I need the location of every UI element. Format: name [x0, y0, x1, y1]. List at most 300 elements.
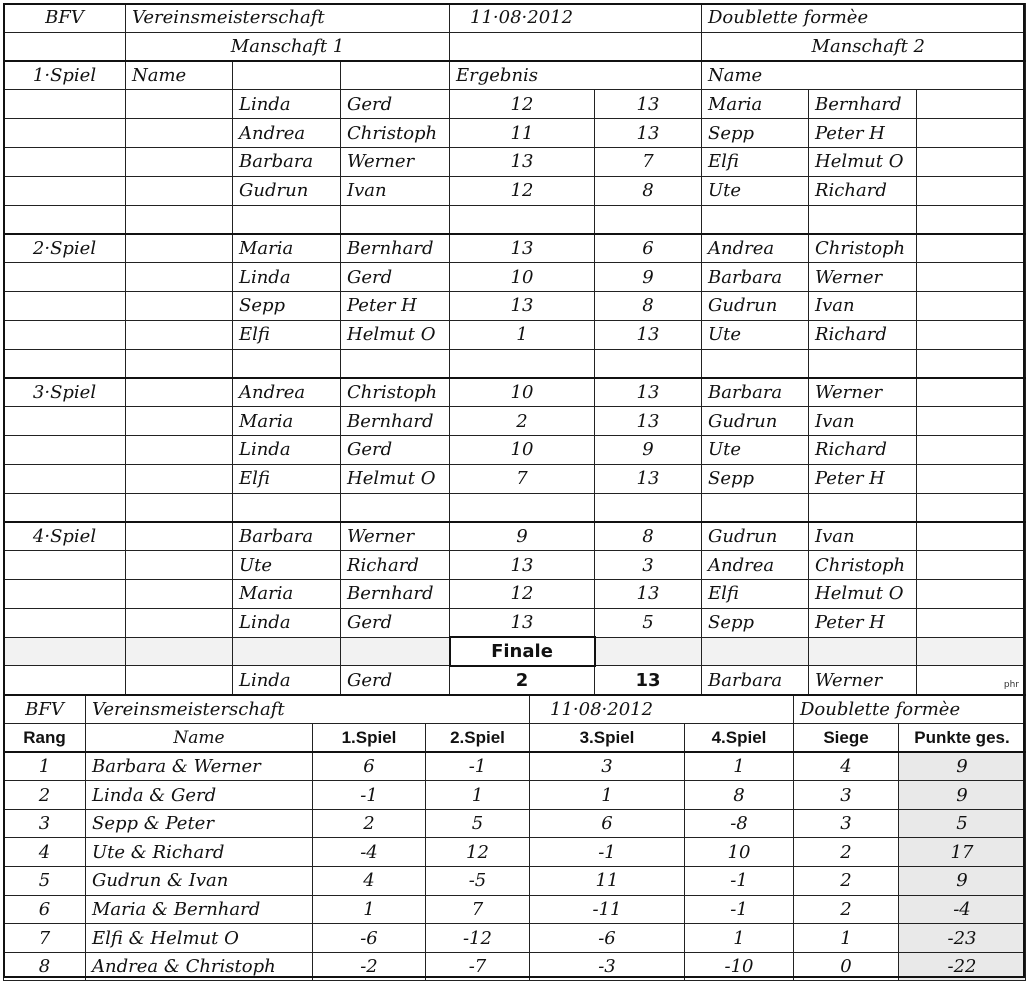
blank-cell: [4, 176, 126, 205]
blank-cell: [450, 205, 595, 234]
blank-cell: [702, 493, 809, 522]
blank-cell: [126, 435, 233, 464]
blank-cell: [4, 407, 126, 436]
team2-player1: Sepp: [702, 608, 809, 637]
game1-cell: 2: [313, 809, 426, 838]
blank-cell: [126, 407, 233, 436]
blank-cell: [233, 61, 341, 90]
match-row: [4, 119, 1026, 148]
round-label: 4·Spiel: [4, 522, 126, 551]
team1-score: 10: [450, 263, 595, 292]
team2-player1: Sepp: [702, 464, 809, 493]
team2-player1: Gudrun: [702, 522, 809, 551]
team1-player2: Helmut O: [341, 464, 450, 493]
game3-cell: 11: [530, 867, 685, 896]
team1-player1: Linda: [233, 263, 341, 292]
blank-cell: [233, 349, 341, 378]
team2-player2: Christoph: [809, 551, 917, 580]
team2-score: 13: [595, 407, 702, 436]
team1-player2: Werner: [341, 522, 450, 551]
blank-cell: [595, 205, 702, 234]
team1-score: 10: [450, 378, 595, 407]
team1-player1: Barbara: [233, 147, 341, 176]
game4-cell: 1: [685, 752, 794, 781]
team1-player1: Gudrun: [233, 176, 341, 205]
team1-player1: Ute: [233, 551, 341, 580]
team2-player1: Elfi: [702, 579, 809, 608]
team2-player2: Bernhard: [809, 90, 917, 119]
blank-cell: [126, 666, 233, 695]
blank-cell: [126, 551, 233, 580]
team1-player2: Bernhard: [341, 407, 450, 436]
result-header: Ergebnis: [450, 61, 702, 90]
match-row: [4, 579, 1026, 608]
finale-team1-score: 2: [450, 666, 595, 695]
col-points: Punkte ges.: [899, 724, 1026, 753]
team1-player1: Maria: [233, 579, 341, 608]
blank-cell: [126, 176, 233, 205]
ranking-org-label: BFV: [4, 695, 86, 724]
blank-cell: [4, 90, 126, 119]
team2-score: 13: [595, 119, 702, 148]
rank-cell: 8: [4, 952, 86, 981]
team2-player1: Barbara: [702, 263, 809, 292]
blank-cell: [341, 637, 450, 666]
team2-player2: Peter H: [809, 464, 917, 493]
blank-cell: [917, 90, 1026, 119]
rank-cell: 7: [4, 924, 86, 953]
team1-score: 12: [450, 579, 595, 608]
blank-cell: [341, 493, 450, 522]
match-row: [4, 320, 1026, 349]
round-label: 1·Spiel: [4, 61, 126, 90]
team1-player2: Gerd: [341, 263, 450, 292]
points-cell: 5: [899, 809, 1026, 838]
wins-cell: 1: [794, 924, 899, 953]
blank-cell: [4, 551, 126, 580]
blank-cell: [595, 493, 702, 522]
match-row: [4, 234, 1026, 263]
team1-player1: Elfi: [233, 320, 341, 349]
spacer-row: [4, 349, 1026, 378]
team1-player2: Christoph: [341, 119, 450, 148]
blank-cell: [450, 32, 702, 61]
spacer-row: [4, 205, 1026, 234]
signature-initials: phr: [1003, 680, 1020, 691]
blank-cell: [126, 378, 233, 407]
team1-player2: Werner: [341, 147, 450, 176]
blank-cell: [233, 493, 341, 522]
blank-cell: [917, 637, 1026, 666]
ranking-row: [4, 781, 1026, 810]
team2-player1: Ute: [702, 176, 809, 205]
rank-cell: 1: [4, 752, 86, 781]
blank-cell: [809, 637, 917, 666]
team2-player2: Richard: [809, 176, 917, 205]
team-name-cell: Elfi & Helmut O: [86, 924, 313, 953]
blank-cell: [4, 263, 126, 292]
game3-cell: -11: [530, 895, 685, 924]
team-name-cell: Ute & Richard: [86, 838, 313, 867]
points-cell: 9: [899, 867, 1026, 896]
points-cell: 17: [899, 838, 1026, 867]
game1-cell: -4: [313, 838, 426, 867]
team1-player2: Gerd: [341, 90, 450, 119]
team2-player2: Christoph: [809, 234, 917, 263]
blank-cell: [917, 551, 1026, 580]
points-cell: 9: [899, 752, 1026, 781]
blank-cell: [4, 349, 126, 378]
team1-player2: Richard: [341, 551, 450, 580]
team2-player1: Ute: [702, 320, 809, 349]
blank-cell: [917, 320, 1026, 349]
team1-score: 1: [450, 320, 595, 349]
finale-label-row: [4, 637, 1026, 666]
team1-score: 13: [450, 551, 595, 580]
team2-player2: Ivan: [809, 407, 917, 436]
signature-cell: [917, 666, 1026, 695]
blank-cell: [4, 147, 126, 176]
wins-cell: 2: [794, 867, 899, 896]
game1-cell: -1: [313, 781, 426, 810]
match-row: [4, 263, 1026, 292]
team-name-cell: Barbara & Werner: [86, 752, 313, 781]
team1-score: 13: [450, 234, 595, 263]
blank-cell: [126, 263, 233, 292]
game3-cell: -1: [530, 838, 685, 867]
wins-cell: 0: [794, 952, 899, 981]
blank-cell: [450, 493, 595, 522]
team2-score: 13: [595, 464, 702, 493]
blank-cell: [4, 493, 126, 522]
match-row: [4, 464, 1026, 493]
round-label: 3·Spiel: [4, 378, 126, 407]
team1-score: 11: [450, 119, 595, 148]
team2-player1: Elfi: [702, 147, 809, 176]
team-name-cell: Linda & Gerd: [86, 781, 313, 810]
game4-cell: 8: [685, 781, 794, 810]
col-game2: 2.Spiel: [426, 724, 530, 753]
event-format: Doublette formèe: [702, 4, 1026, 33]
game3-cell: 6: [530, 809, 685, 838]
blank-cell: [917, 234, 1026, 263]
ranking-table: [3, 694, 1026, 981]
team2-player2: Richard: [809, 320, 917, 349]
team1-player1: Sepp: [233, 291, 341, 320]
finale-team2-player2: Werner: [809, 666, 917, 695]
blank-cell: [917, 205, 1026, 234]
finale-row: [4, 666, 1026, 695]
blank-cell: [233, 637, 341, 666]
team2-score: 13: [595, 579, 702, 608]
ranking-row: [4, 895, 1026, 924]
points-cell: -4: [899, 895, 1026, 924]
wins-cell: 2: [794, 895, 899, 924]
blank-cell: [4, 320, 126, 349]
ranking-event-format: Doublette formèe: [794, 695, 1026, 724]
team1-player1: Maria: [233, 234, 341, 263]
match-row: [4, 407, 1026, 436]
team1-score: 12: [450, 90, 595, 119]
event-title: Vereinsmeisterschaft: [126, 4, 450, 33]
name-header: Name: [702, 61, 1026, 90]
blank-cell: [341, 205, 450, 234]
match-row: [4, 435, 1026, 464]
blank-cell: [917, 147, 1026, 176]
team2-player1: Barbara: [702, 378, 809, 407]
team1-player1: Elfi: [233, 464, 341, 493]
blank-cell: [917, 407, 1026, 436]
rank-cell: 3: [4, 809, 86, 838]
ranking-row: [4, 752, 1026, 781]
finale-team1-player2: Gerd: [341, 666, 450, 695]
game2-cell: -7: [426, 952, 530, 981]
finale-team2-score: 13: [595, 666, 702, 695]
blank-cell: [126, 349, 233, 378]
blank-cell: [126, 90, 233, 119]
game2-cell: 12: [426, 838, 530, 867]
team1-player1: Linda: [233, 435, 341, 464]
game3-cell: 3: [530, 752, 685, 781]
team1-score: 13: [450, 147, 595, 176]
blank-cell: [4, 608, 126, 637]
team2-player1: Andrea: [702, 551, 809, 580]
team1-player1: Maria: [233, 407, 341, 436]
blank-cell: [809, 493, 917, 522]
rank-cell: 4: [4, 838, 86, 867]
game3-cell: 1: [530, 781, 685, 810]
blank-cell: [4, 32, 126, 61]
game1-cell: -2: [313, 952, 426, 981]
rank-cell: 6: [4, 895, 86, 924]
blank-cell: [126, 234, 233, 263]
team1-score: 13: [450, 608, 595, 637]
team2-player2: Ivan: [809, 291, 917, 320]
ranking-row: [4, 867, 1026, 896]
team1-player1: Andrea: [233, 119, 341, 148]
blank-cell: [450, 349, 595, 378]
blank-cell: [126, 522, 233, 551]
team2-player2: Ivan: [809, 522, 917, 551]
match-row: [4, 176, 1026, 205]
event-date: 11·08·2012: [450, 4, 702, 33]
team1-player2: Helmut O: [341, 320, 450, 349]
team1-player1: Barbara: [233, 522, 341, 551]
blank-cell: [4, 205, 126, 234]
team-name-cell: Maria & Bernhard: [86, 895, 313, 924]
blank-cell: [4, 666, 126, 695]
blank-cell: [917, 378, 1026, 407]
team2-score: 9: [595, 263, 702, 292]
score-sheet: [3, 3, 1025, 978]
game2-cell: -1: [426, 752, 530, 781]
col-wins: Siege: [794, 724, 899, 753]
team2-player2: Peter H: [809, 119, 917, 148]
team2-player2: Helmut O: [809, 147, 917, 176]
team1-player2: Bernhard: [341, 234, 450, 263]
team2-score: 13: [595, 320, 702, 349]
team2-player1: Gudrun: [702, 407, 809, 436]
team1-player1: Linda: [233, 608, 341, 637]
match-row: [4, 378, 1026, 407]
blank-cell: [4, 291, 126, 320]
game4-cell: 1: [685, 924, 794, 953]
points-cell: -22: [899, 952, 1026, 981]
team2-player1: Maria: [702, 90, 809, 119]
blank-cell: [126, 320, 233, 349]
blank-cell: [917, 493, 1026, 522]
blank-cell: [917, 608, 1026, 637]
team2-player2: Helmut O: [809, 579, 917, 608]
ranking-row: [4, 924, 1026, 953]
blank-cell: [595, 349, 702, 378]
game2-cell: 1: [426, 781, 530, 810]
team2-player1: Sepp: [702, 119, 809, 148]
game2-cell: -5: [426, 867, 530, 896]
match-table: [3, 3, 1026, 695]
ranking-event-date: 11·08·2012: [530, 695, 794, 724]
wins-cell: 2: [794, 838, 899, 867]
match-row: [4, 291, 1026, 320]
match-row: [4, 147, 1026, 176]
blank-cell: [917, 522, 1026, 551]
blank-cell: [4, 579, 126, 608]
team2-score: 8: [595, 291, 702, 320]
blank-cell: [4, 464, 126, 493]
game2-cell: 7: [426, 895, 530, 924]
finale-team1-player1: Linda: [233, 666, 341, 695]
blank-cell: [809, 205, 917, 234]
blank-cell: [917, 119, 1026, 148]
blank-cell: [341, 349, 450, 378]
blank-cell: [917, 464, 1026, 493]
match-row: [4, 551, 1026, 580]
team1-player2: Peter H: [341, 291, 450, 320]
blank-cell: [126, 205, 233, 234]
team-name-cell: Sepp & Peter: [86, 809, 313, 838]
blank-cell: [126, 464, 233, 493]
ranking-event-title: Vereinsmeisterschaft: [86, 695, 530, 724]
team1-score: 2: [450, 407, 595, 436]
game1-cell: 6: [313, 752, 426, 781]
team2-score: 8: [595, 522, 702, 551]
team1-player1: Andrea: [233, 378, 341, 407]
match-row: [4, 90, 1026, 119]
ranking-row: [4, 838, 1026, 867]
rank-cell: 5: [4, 867, 86, 896]
finale-label: Finale: [450, 637, 595, 666]
team2-player1: Gudrun: [702, 291, 809, 320]
team2-score: 13: [595, 90, 702, 119]
name-header: Name: [126, 61, 233, 90]
team2-player2: Peter H: [809, 608, 917, 637]
team1-score: 13: [450, 291, 595, 320]
team2-player1: Andrea: [702, 234, 809, 263]
col-game4: 4.Spiel: [685, 724, 794, 753]
blank-cell: [917, 263, 1026, 292]
blank-cell: [917, 349, 1026, 378]
game4-cell: -1: [685, 867, 794, 896]
blank-cell: [4, 435, 126, 464]
blank-cell: [917, 176, 1026, 205]
rank-cell: 2: [4, 781, 86, 810]
blank-cell: [126, 637, 233, 666]
points-cell: 9: [899, 781, 1026, 810]
round-label: 2·Spiel: [4, 234, 126, 263]
game1-cell: -6: [313, 924, 426, 953]
team2-player2: Richard: [809, 435, 917, 464]
team1-label: Manschaft 1: [126, 32, 450, 61]
game2-cell: 5: [426, 809, 530, 838]
blank-cell: [917, 579, 1026, 608]
blank-cell: [126, 119, 233, 148]
ranking-row: [4, 952, 1026, 981]
game4-cell: 10: [685, 838, 794, 867]
team2-score: 7: [595, 147, 702, 176]
ranking-row: [4, 809, 1026, 838]
team1-player2: Gerd: [341, 608, 450, 637]
game1-cell: 1: [313, 895, 426, 924]
spacer-row: [4, 493, 1026, 522]
wins-cell: 3: [794, 781, 899, 810]
blank-cell: [126, 147, 233, 176]
blank-cell: [341, 61, 450, 90]
team2-score: 3: [595, 551, 702, 580]
match-row: [4, 522, 1026, 551]
team1-score: 12: [450, 176, 595, 205]
finale-team2-player1: Barbara: [702, 666, 809, 695]
blank-cell: [809, 349, 917, 378]
blank-cell: [4, 637, 126, 666]
team2-score: 8: [595, 176, 702, 205]
team1-player2: Christoph: [341, 378, 450, 407]
col-name: Name: [86, 724, 313, 753]
match-row: [4, 608, 1026, 637]
blank-cell: [4, 119, 126, 148]
blank-cell: [917, 435, 1026, 464]
org-label: BFV: [4, 4, 126, 33]
blank-cell: [126, 579, 233, 608]
team1-player2: Gerd: [341, 435, 450, 464]
game4-cell: -8: [685, 809, 794, 838]
team2-score: 5: [595, 608, 702, 637]
team1-score: 7: [450, 464, 595, 493]
blank-cell: [595, 637, 702, 666]
blank-cell: [126, 608, 233, 637]
blank-cell: [702, 637, 809, 666]
team1-score: 9: [450, 522, 595, 551]
team1-player2: Bernhard: [341, 579, 450, 608]
team2-player2: Werner: [809, 263, 917, 292]
game2-cell: -12: [426, 924, 530, 953]
team2-player1: Ute: [702, 435, 809, 464]
team2-score: 6: [595, 234, 702, 263]
team2-score: 13: [595, 378, 702, 407]
team1-player1: Linda: [233, 90, 341, 119]
team-name-cell: Gudrun & Ivan: [86, 867, 313, 896]
game4-cell: -10: [685, 952, 794, 981]
team-name-cell: Andrea & Christoph: [86, 952, 313, 981]
team2-score: 9: [595, 435, 702, 464]
team2-player2: Werner: [809, 378, 917, 407]
game4-cell: -1: [685, 895, 794, 924]
game1-cell: 4: [313, 867, 426, 896]
col-game3: 3.Spiel: [530, 724, 685, 753]
wins-cell: 3: [794, 809, 899, 838]
blank-cell: [702, 205, 809, 234]
blank-cell: [233, 205, 341, 234]
points-cell: -23: [899, 924, 1026, 953]
